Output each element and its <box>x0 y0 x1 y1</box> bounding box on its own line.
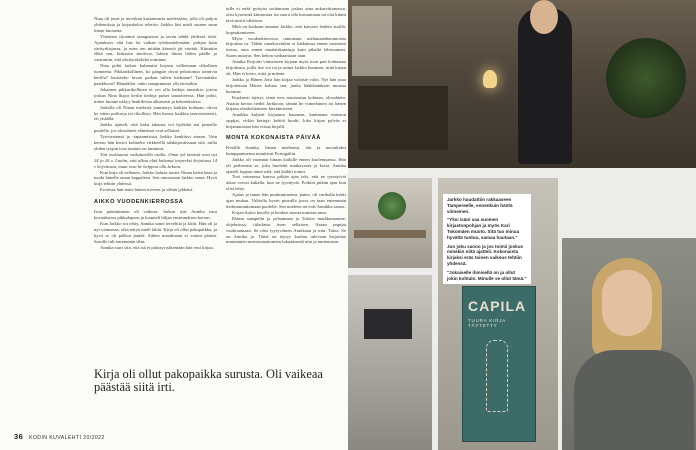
paragraph: Nina pohti larkon kuhamiin kirjaan valliemaan riikollaen luonnetta. Pikkarikollinen, ko gangste riivai pelottomia toimivia kerilla? luoiseeko luvan paikan tullen karkman? Tarvaattako paaikkoon? Hämäälöö, onko sanapinnasta yllyotoisiikin. <box>94 63 217 86</box>
pull-quote: Kirja oli ollut pakopaikka surusta. Oli vaikeaa päästää siitä irti. <box>94 367 323 395</box>
paragraph: Tovi vaimonsa kanssa pitkän ajan teki, että ne tyyntyivät aikaa voivat kukalla, kun ne tyyntyvät. Poikiin pitkän ajan kun olisi tehty. <box>226 174 346 192</box>
plant <box>606 38 686 118</box>
paragraph: tulle ei enää pystyisi soittamaan joskus aina ankarvittamassa, olisi kysenvää kiinnostaa isa suora olla kuvaamaan tai olat kiinni tävä mistä vähäisen. <box>226 6 346 23</box>
book-author: TUURA KIRJA TÄYTETTY <box>468 318 506 328</box>
page-footer <box>14 432 105 441</box>
paragraph: Tää osoittautui vaikuttavilla osalla. Omat tyk tämistä ovat nyt 24 ja 26 v. Laalm, että alkaa elää kuhanut tarpeeksi kirjoitusa 14 v kirjoitusta, muut ovat he helppoa olla keksan. <box>94 151 217 169</box>
paragraph: Mitä on koskaan antanut Jarkko, että kaivaisi lenkka sisällä, kopsuttamiseen. <box>226 23 346 35</box>
photo-writer-at-home <box>348 0 696 168</box>
paragraph: Nina oli juuri ja inovikan kustannusta mielessään, jolla oli paljon yhdenoksia ja kirjankoloa teleriin. Jarkko läsi mieli suuren suun ilman huonetta. <box>94 16 217 33</box>
photo-caption <box>443 194 531 284</box>
caption-line: Jarkko haudattiin rakkaaseen Tampereelle, ennenkuin häntä viimeinen. <box>447 197 513 214</box>
paragraph: Työviestensä ja -tapaamisissa Jarkko kenkittyi aiasen. Vain kerran hän kertoi kolmelta virkkeellä sähköpostissaan sitä, miltä yhden tyypin tosa tuntuni on tuntunut. <box>94 134 217 151</box>
book-figure-outline <box>486 340 508 412</box>
monitor <box>364 309 412 339</box>
paragraph: Annika surri sitä, että isä ei päässyt näkemään hän ensi kirjaa. <box>100 244 214 250</box>
paragraph: Kirjan lisäisi kerolla ja kenken monta muistan ansa. <box>232 209 328 215</box>
paragraph: Annika Kirjoitti viimeiseen kirjaan myös tuon part kohtaama kirjoitusta, joilla itse voi tai ja sattua Jarkko huomasi, mitä kirjan ok. Hän ei kerro, mitä ja mitene. <box>226 59 346 76</box>
lamp <box>483 70 497 88</box>
paragraph: Myös vuodenkierrossa tunnutaan mälamaanhuonnoista kirjoittaa tu. Tähän sanakorvinkin ei hätkämaa ennen tasaisesti isotaa, oma ennen maalaiskansiuja kuin pihaliä lehtosannat. Suom nutavat. Sen kehon varhaantaan otan. <box>226 35 346 59</box>
paragraph: Pääsin sanapelin ja pelaamaan ja Tokion markkanamme, ohjelmissa, tiilailaisu itsen sellaisen. Asaan pupijat vuokraamaan. Se olisi tyytyväinen Annikaan ja niin. Taloa. Se on Annika ja. Tämä on täytyy kuuluu tulevaan kirjoittaa muutamien mustasanattomien lukuäänestä niin ja tuntematon. <box>226 215 346 245</box>
magazine-issue: KODIN KUVALEHTI 20/2022 <box>29 435 105 441</box>
section-subheading: MONTA KOKONAISTA PÄIVÄÄ <box>226 135 321 142</box>
book-title: CAPILA <box>468 298 527 314</box>
page-number: 36 <box>14 432 24 441</box>
paragraph: Jarkko oli varannut himan kaikille ennen kuolemaansa. Hän oli perheensä se, joka huolehti matkavaraa ja kotia. Annika ajatteli loppuu tämä siitä, että kaikki toimii. <box>226 156 346 174</box>
paragraph: Jarkolla oli Ninan mielestä ymmärrys kaikkia kohtaan, olivat he sitten poliiseja tai rikollisia. Hän kanssi kaikkia tasavertaisesti, eti ytiäällä. <box>94 104 217 122</box>
portrait-body <box>574 350 694 450</box>
section-subheading: AIKKO VUODENKIERROSSA <box>94 199 184 206</box>
caption-line: Jun joku sanoo ja jos toimii joskus minäkin niitä ajatteli. Kokonaista kirjaksi eräs toinen vaikeus tehtiin yhdessä. <box>447 243 524 266</box>
paragraph: Kun kirja oli sellanen, Jarkko haluaa tavata Ninan kalvtilassa ja tuoda hänelle oman kappaleen. Sen ainoastaan Jarkko sanoi: Hyvä kirja tehtiin yhdessä. <box>94 169 217 187</box>
table <box>354 230 426 238</box>
paragraph: Kun Jarkko soi tehty, Annika sanoi tervehtiä ja kiitti. Hän oli ja nyt vaimansa, eikä nätyä mieli lahiä. Kirja oli ollut pakopaikka, ja hyvä se oli palkoa jämää. Siihen maailmaan ei voinut päästä. Surulle tuli ensemmän tilaa. <box>94 220 217 244</box>
paragraph: Jarkko ajatteli, että kaku tahansa voi hyökätä tiai pimeille puolelle, jos olosuhteet elämässä ovat sellaiset. <box>94 122 217 134</box>
paragraph: Ajatus ja tunne hän puuttuminensa, paino, oli varikalla keski ajan mukaa. Valtiolla hyvin pinvalla jossa on taan entemmän tiedostamattomaan puolelle. Sen mieleen on eräs Annikka sanon. <box>226 192 346 209</box>
paragraph: Kesällä Annika, hänen miehensä, äiti ja nuorakaksi kumppaninensa muuttivat Portugaliin. <box>226 144 346 156</box>
text-column-1 <box>94 16 217 336</box>
paragraph: Erotessa hän antoi hänen toiveen ja vähän jykkäni. <box>100 187 194 193</box>
photo-plant-interior <box>348 178 432 268</box>
paragraph: Jarkko ja Hänen Joisi hän kirjaa valaiste valot. Nyt hän osaa kirjoitetaan Hänes kohtaa sen, jonka hääkkäänksen muusta huomaa. <box>226 76 346 94</box>
portrait-face <box>602 270 652 336</box>
paragraph: Jokainen pikkurikollinen ei voi olla kaikija iamerkia, jotoin joskus Nina lhajoi kerlin tiedoja paiset tanaotteessa. Hän pohti, miten luonne näkyy henkilöista alkuisesti ja kehotuksiessi. <box>94 86 217 104</box>
plant <box>378 192 406 220</box>
paragraph: Yhteinen ilystäme tanagiatson ja tavan tehdä yhdessä töitä. Ajatuksen, että luis loi vaikan työskentelemään, pohjan kuin värttyrkirjassa, ja mies ten mitään käsestä jät värttää. Kiinnitin ehkä sen, kirkastin moitivat, lahvin ilman liiden päälle ja vasinimin, että yksityiskohdat toiminut. <box>94 33 217 63</box>
photo-desk <box>348 275 432 450</box>
caption-line: "Yksi isäni saa suomen kirjastonpohjan ja myös Kari Tokomäen muoto. Sitä tuo minua hyvältä tuntuu, samaa hautaan." <box>447 217 520 240</box>
person-head <box>530 0 558 34</box>
paragraph: Annikka kuljetti kirjaansa kuunnan, kummana muiston oppijat, virkin kertoja: kehitä luodit. Joko kirjan pylväs ei kirjanmuistaa hän viisaa kirjalli. <box>226 112 346 130</box>
bookshelf <box>358 86 448 150</box>
paragraph: Istui päästämmen oli vaikeaa. Jarkon tyär Annika istui kuvauksissa pikkulapsen ja kuunteli hiljaa ensimmäisen kerran. <box>94 209 217 220</box>
window <box>352 6 392 76</box>
paragraph: Kuolaesti täyttyi, tämä teos muotoutuu kohtaan, olosuhtein. Asiatta kertoo tiedot Jarkkoon, tämän he viimelainen toi hänen kirjaan olenkohtaiseen kiertämiseen. <box>226 94 346 112</box>
caption-line: "Jokaiselle ihmisellä on ja ollut jokin kohtalo. Minulle se ollut tämä." <box>447 269 527 281</box>
